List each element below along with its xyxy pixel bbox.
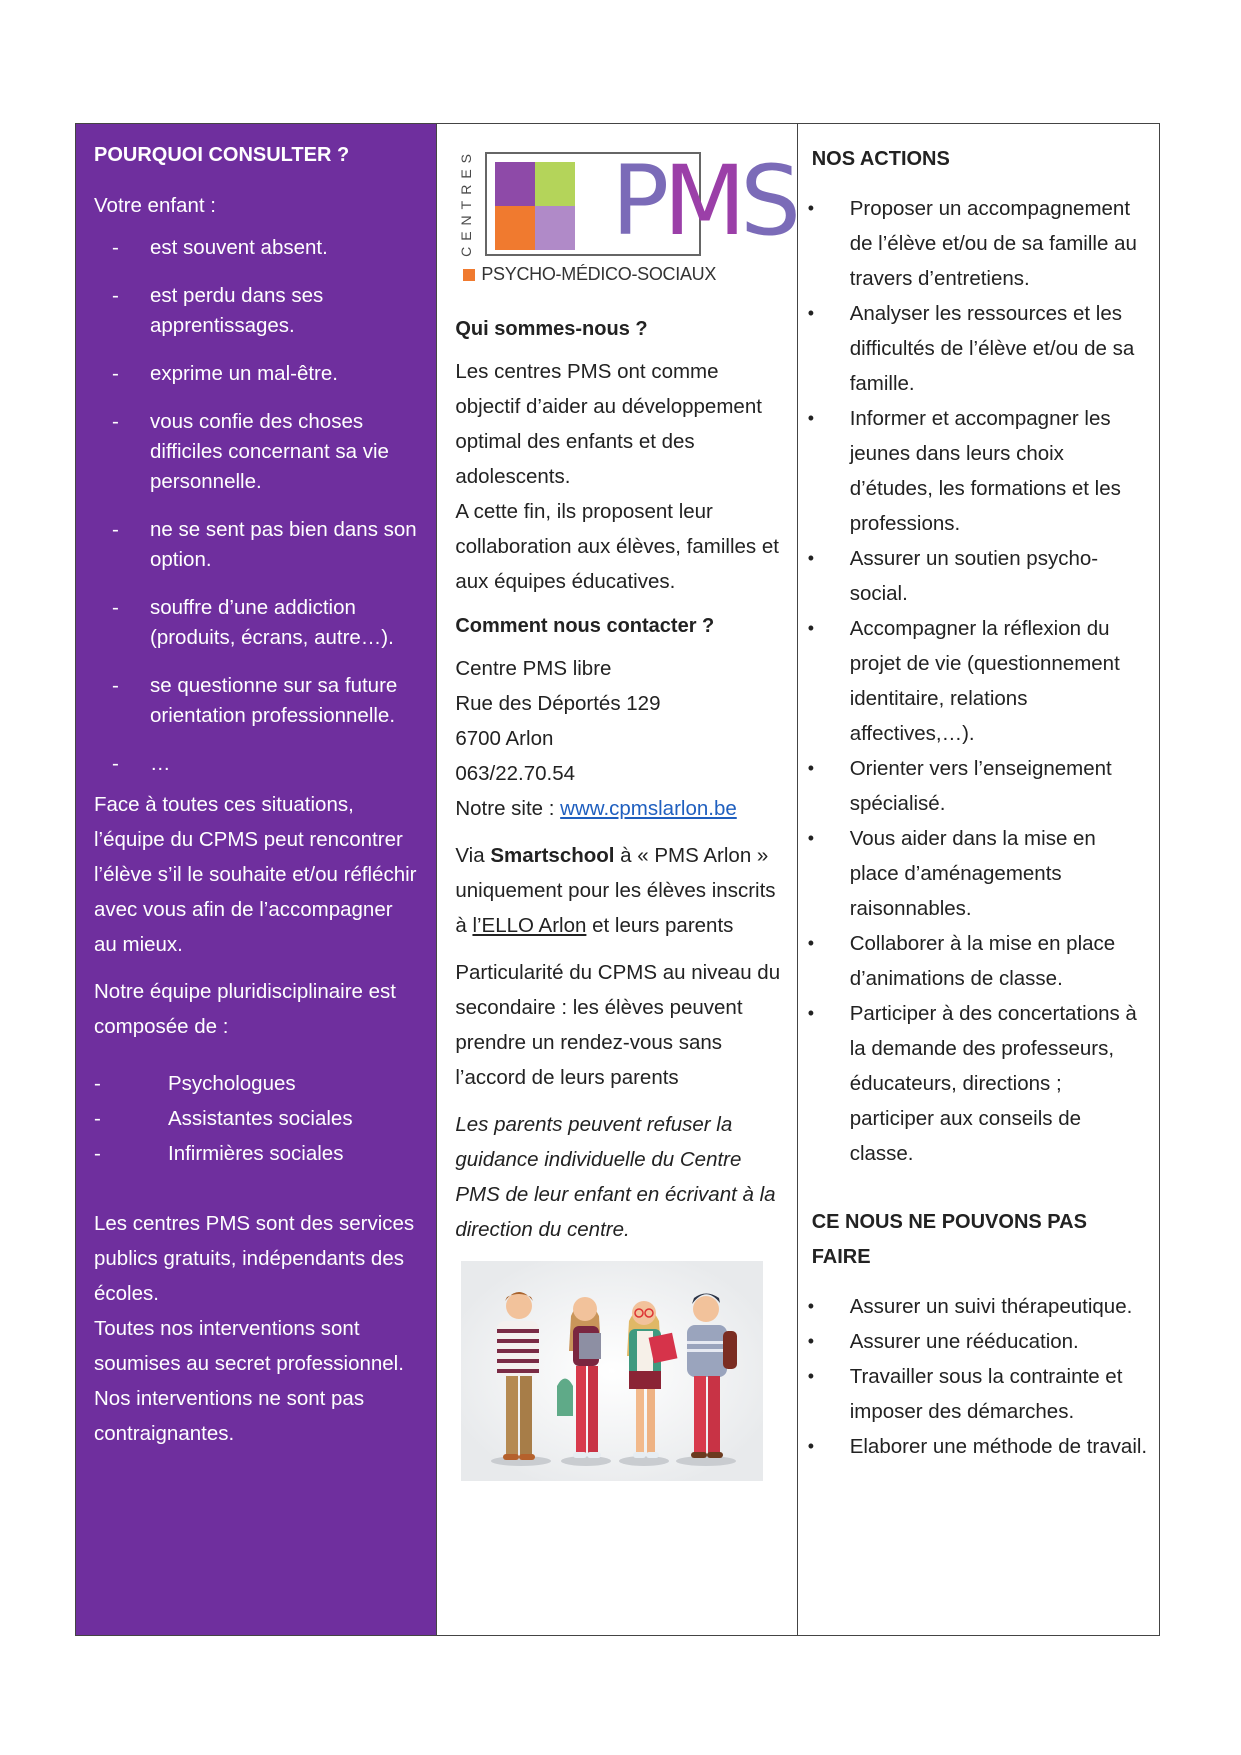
bullet-icon: •	[807, 933, 814, 953]
dash-icon: -	[94, 1072, 101, 1095]
team-member: - Assistantes sociales	[94, 1101, 418, 1136]
website-link[interactable]: www.cpmslarlon.be	[560, 797, 737, 820]
who-heading: Qui sommes-nous ?	[455, 318, 648, 340]
list-item: • Assurer un soutien psycho-social.	[808, 541, 1149, 611]
team-intro: Notre équipe pluridisciplinaire est composée de :	[94, 980, 396, 1038]
student-2	[557, 1297, 601, 1458]
logo-letters: PMS	[611, 145, 795, 257]
cannot-do-list	[808, 1289, 1149, 1464]
list-item: • Orienter vers l’enseignement spécialisé.	[808, 751, 1149, 821]
list-item: • Assurer une rééducation.	[808, 1324, 1149, 1359]
student-4	[687, 1294, 737, 1459]
list-item: • Assurer un suivi thérapeutique.	[808, 1289, 1149, 1324]
closing-text-nonbinding: Nos interventions ne sont pas contraignantes.	[94, 1387, 365, 1445]
actions-column	[798, 124, 1159, 1635]
actions-heading: NOS ACTIONS	[811, 148, 950, 170]
list-item: - souffre d’une addiction (produits, écrans, autre…).	[94, 593, 418, 653]
student-1	[497, 1292, 539, 1460]
dash-icon: -	[112, 596, 119, 619]
list-item: - …	[94, 749, 418, 779]
dash-icon: -	[112, 284, 119, 307]
dash-icon: -	[94, 1142, 101, 1165]
dash-icon: -	[112, 236, 119, 259]
contact-name: Centre PMS libre	[455, 657, 612, 680]
dash-icon: -	[112, 410, 119, 433]
who-we-are-column	[437, 124, 797, 1635]
team-member: - Infirmières sociales	[94, 1136, 418, 1171]
dash-icon: -	[112, 752, 119, 775]
list-item: • Collaborer à la mise en place d’animations de classe.	[808, 926, 1149, 996]
situation-text: Face à toutes ces situations, l’équipe du CPMS peut rencontrer l’élève s’il le souhaite et/ou réfléchir avec vous afin de l’accompagner au mieux.	[94, 793, 417, 956]
list-item: - se questionne sur sa future orientation professionnelle.	[94, 671, 418, 731]
bullet-icon: •	[807, 828, 814, 848]
intro-text: Votre enfant :	[94, 194, 216, 217]
list-item: • Accompagner la réflexion du projet de vie (questionnement identitaire, relations affectives,…).	[808, 611, 1149, 751]
list-item: • Informer et accompagner les jeunes dans leurs choix d’études, les formations et les professions.	[808, 401, 1149, 541]
bullet-icon: •	[807, 758, 814, 778]
logo-tagline: PSYCHO-MÉDICO-SOCIAUX	[463, 264, 716, 285]
orange-square-icon	[463, 269, 475, 281]
contact-block	[455, 651, 780, 826]
bullet-icon: •	[807, 1296, 814, 1316]
logo-square-green	[535, 162, 575, 206]
bullet-icon: •	[807, 303, 814, 323]
list-item: • Participer à des concertations à la demande des professeurs, éducateurs, directions ; participer aux conseils de classe.	[808, 996, 1149, 1171]
students-illustration-image	[461, 1261, 763, 1481]
bullet-icon: •	[807, 198, 814, 218]
list-item: - exprime un mal-être.	[94, 359, 418, 389]
dash-icon: -	[112, 674, 119, 697]
ello-arlon-link[interactable]: l’ELLO Arlon	[472, 914, 587, 937]
list-item: - ne se sent pas bien dans son option.	[94, 515, 418, 575]
particularity-text: Particularité du CPMS au niveau du secondaire : les élèves peuvent prendre un rendez-vous sans l’accord de leurs parents	[455, 961, 781, 1089]
list-item: - est souvent absent.	[94, 233, 418, 263]
list-item: • Analyser les ressources et les difficultés de l’élève et/ou de sa famille.	[808, 296, 1149, 401]
refusal-text: Les parents peuvent refuser la guidance individuelle du Centre PMS de leur enfant en écrivant à la direction du centre.	[455, 1113, 776, 1241]
brochure-table	[75, 123, 1160, 1636]
contact-street: Rue des Déportés 129	[455, 692, 661, 715]
logo-square-orange	[495, 206, 535, 250]
actions-list	[808, 191, 1149, 1171]
contact-city: 6700 Arlon	[455, 727, 554, 750]
bullet-icon: •	[807, 1436, 814, 1456]
list-item: • Vous aider dans la mise en place d’aménagements raisonnables.	[808, 821, 1149, 926]
bullet-icon: •	[807, 1331, 814, 1351]
dash-icon: -	[94, 1107, 101, 1130]
logo-frame	[485, 145, 795, 257]
reasons-list	[94, 233, 418, 779]
list-item: - est perdu dans ses apprentissages.	[94, 281, 418, 341]
logo-square-lilac	[535, 206, 575, 250]
cannot-do-heading: CE NOUS NE POUVONS PAS FAIRE	[811, 1211, 1087, 1268]
list-item: - vous confie des choses difficiles concernant sa vie personnelle.	[94, 407, 418, 497]
pms-logo	[457, 145, 795, 298]
student-3	[627, 1301, 677, 1458]
why-consult-column	[76, 124, 437, 1635]
closing-text-public: Les centres PMS sont des services publics gratuits, indépendants des écoles.	[94, 1212, 415, 1305]
who-text-purpose: A cette fin, ils proposent leur collaboration aux élèves, familles et aux équipes éducatives.	[455, 500, 779, 593]
who-text: Les centres PMS ont comme objectif d’aider au développement optimal des enfants et des adolescents.	[455, 360, 762, 488]
list-item: • Proposer un accompagnement de l’élève et/ou de sa famille au travers d’entretiens.	[808, 191, 1149, 296]
students-illustration	[461, 1261, 763, 1481]
contact-site: Notre site : www.cpmslarlon.be	[455, 797, 737, 820]
why-consult-heading: POURQUOI CONSULTER ?	[94, 144, 350, 166]
list-item: • Elaborer une méthode de travail.	[808, 1429, 1149, 1464]
team-list	[94, 1066, 418, 1171]
bullet-icon: •	[807, 548, 814, 568]
dash-icon: -	[112, 362, 119, 385]
bullet-icon: •	[807, 1366, 814, 1386]
logo-vertical-text: CENTRES	[458, 148, 475, 257]
closing-text-secret: Toutes nos interventions sont soumises au secret professionnel.	[94, 1317, 404, 1375]
logo-square-purple	[495, 162, 535, 206]
contact-heading: Comment nous contacter ?	[455, 615, 715, 637]
list-item: • Travailler sous la contrainte et imposer des démarches.	[808, 1359, 1149, 1429]
contact-phone[interactable]: 063/22.70.54	[455, 762, 576, 785]
team-member: - Psychologues	[94, 1066, 418, 1101]
bullet-icon: •	[807, 408, 814, 428]
bullet-icon: •	[807, 1003, 814, 1023]
bullet-icon: •	[807, 618, 814, 638]
dash-icon: -	[112, 518, 119, 541]
smartschool-text: Via Smartschool à « PMS Arlon » uniquement pour les élèves inscrits à l’ELLO Arlon et leurs parents	[455, 844, 776, 937]
